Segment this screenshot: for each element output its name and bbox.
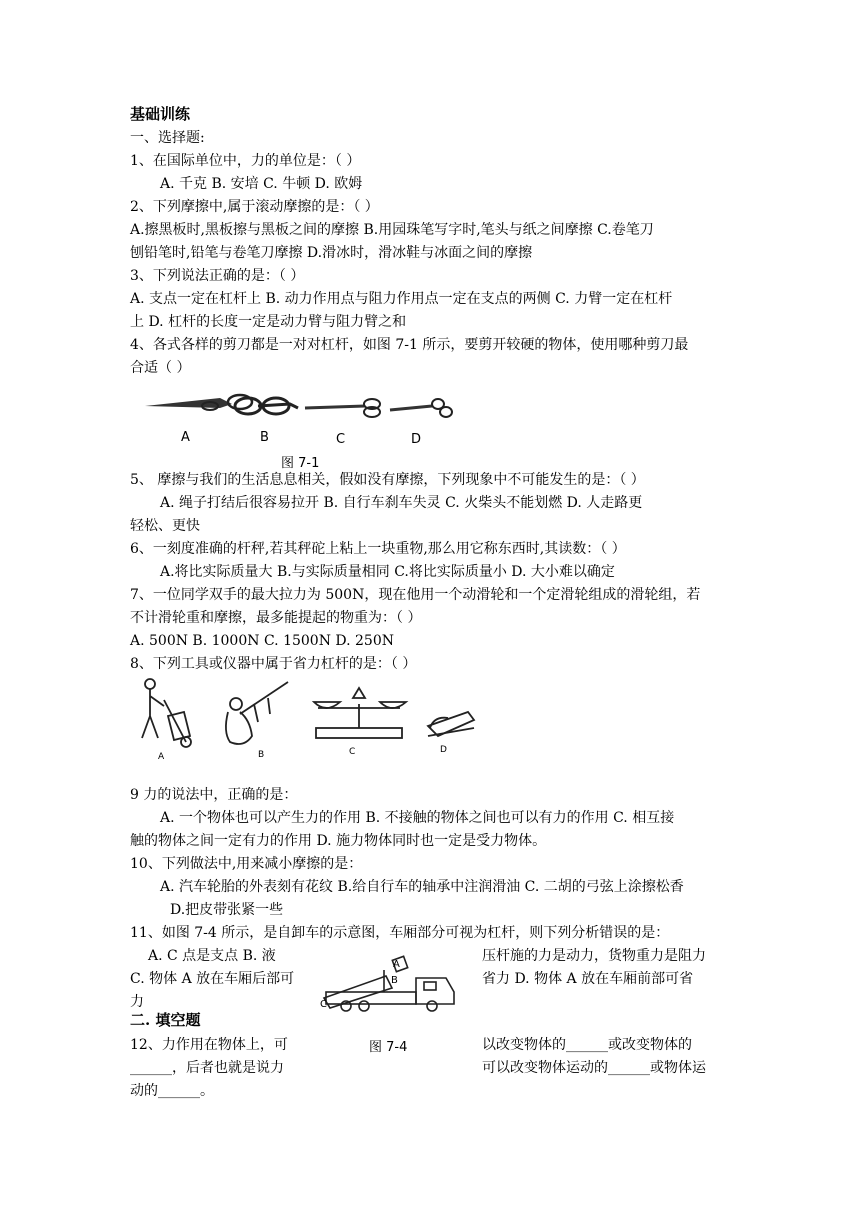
question-11-right-col xyxy=(482,946,706,989)
tool-label-a: A xyxy=(158,752,165,762)
tools-figure xyxy=(128,676,488,766)
question-5-line2: 轻松、更快 xyxy=(130,518,200,534)
question-7-options: A. 500N B. 1000N C. 1500N D. 250N xyxy=(130,633,394,649)
question-3: 3、下列说法正确的是：（ ） xyxy=(130,268,305,284)
question-5-line1: A. 绳子打结后很容易拉开 B. 自行车刹车失灵 C. 火柴头不能划燃 D. 人走路更 xyxy=(160,495,643,511)
hand-truck-icon xyxy=(142,679,191,747)
q11-left-3: 力 xyxy=(130,994,144,1010)
question-10-line2: D.把皮带张紧一些 xyxy=(170,902,284,918)
question-9-line2: 触的物体之间一定有力的作用 D. 施力物体同时也一定是受力物体。 xyxy=(130,833,547,849)
scissors-c-icon xyxy=(305,399,380,417)
truck-label-b: B xyxy=(391,975,398,986)
scissors-d-icon xyxy=(390,399,452,417)
q12-left-1: 12、力作用在物体上，可 xyxy=(130,1037,288,1053)
question-6: 6、一刻度准确的杆秤,若其秤砣上粘上一块重物,那么用它称东西时,其读数：（ ） xyxy=(130,541,626,557)
scissors-label-a: A xyxy=(181,430,190,445)
balance-scale-icon xyxy=(314,688,406,738)
question-5: 5、 摩擦与我们的生活息息相关，假如没有摩擦，下列现象中不可能发生的是：（ ） xyxy=(130,472,645,488)
question-12-left-col xyxy=(130,1035,305,1101)
question-3-line1: A. 支点一定在杠杆上 B. 动力作用点与阻力作用点一定在支点的两侧 C. 力臂一定在杠杆 xyxy=(130,291,673,307)
pedal-icon xyxy=(428,712,474,736)
q11-right-1: 压杆施的力是动力，货物重力是阻力 xyxy=(482,948,706,964)
question-2-line2: 刨铅笔时,铅笔与卷笔刀摩擦 D.滑冰时，滑冰鞋与冰面之间的摩擦 xyxy=(130,245,533,261)
question-8: 8、下列工具或仪器中属于省力杠杆的是：（ ） xyxy=(130,656,417,672)
question-2: 2、下列摩擦中,属于滚动摩擦的是：（ ） xyxy=(130,199,379,215)
q12-left-2: ______，后者也就是说力 xyxy=(130,1060,284,1076)
q12-right-1: 以改变物体的______或改变物体的 xyxy=(482,1037,692,1053)
tool-label-c: C xyxy=(349,747,356,757)
section-heading: 基础训练 xyxy=(130,105,191,123)
question-7-line2: 不计滑轮重和摩擦，最多能提起的物重为：（ ） xyxy=(130,610,422,626)
section-choice-title: 一、选择题: xyxy=(130,130,205,146)
q12-right-2: 可以改变物体运动的______或物体运 xyxy=(482,1060,706,1076)
question-7-line1: 7、一位同学双手的最大拉力为 500N，现在他用一个动滑轮和一个定滑轮组成的滑轮组，若 xyxy=(130,587,701,603)
truck-label-c: C xyxy=(320,999,327,1010)
question-10: 10、下列做法中,用来减小摩擦的是： xyxy=(130,856,363,872)
tool-label-b: B xyxy=(258,750,265,760)
person-lifting-icon xyxy=(226,682,288,744)
q11-right-2: 省力 D. 物体 A 放在车厢前部可省 xyxy=(482,971,694,987)
question-9: 9 力的说法中，正确的是： xyxy=(130,787,298,803)
question-1-options: A. 千克 B. 安培 C. 牛顿 D. 欧姆 xyxy=(160,176,363,192)
q11-left-2: C. 物体 A 放在车厢后部可 xyxy=(130,971,295,987)
question-9-line1: A. 一个物体也可以产生力的作用 B. 不接触的物体之间也可以有力的作用 C. 相互接 xyxy=(160,810,675,826)
truck-label-a: A xyxy=(393,959,400,970)
section-fill-title: 二. 填空题 xyxy=(130,1011,201,1029)
question-2-line1: A.擦黑板时,黑板擦与黑板之间的摩擦 B.用园珠笔写字时,笔头与纸之间摩擦 C.卷笔刀 xyxy=(130,222,654,238)
question-10-line1: A. 汽车轮胎的外表刻有花纹 B.给自行车的轴承中注润滑油 C. 二胡的弓弦上涂擦松香 xyxy=(160,879,684,895)
scissors-label-c: C xyxy=(336,432,346,447)
question-11: 11、如图 7-4 所示，是自卸车的示意图，车厢部分可视为杠杆，则下列分析错误的是： xyxy=(130,925,670,941)
figure-7-4-caption: 图 7-4 xyxy=(369,1040,408,1055)
scissors-b-icon xyxy=(235,398,298,414)
question-6-options: A.将比实际质量大 B.与实际质量相同 C.将比实际质量小 D. 大小难以确定 xyxy=(160,564,615,580)
question-4-line1: 4、各式各样的剪刀都是一对对杠杆，如图 7-1 所示，要剪开较硬的物体，使用哪种剪刀最 xyxy=(130,337,689,353)
question-12-right-col xyxy=(482,1035,706,1078)
tool-label-d: D xyxy=(440,745,447,755)
question-1: 1、在国际单位中，力的单位是：（ ） xyxy=(130,153,361,169)
question-4-line2: 合适（ ） xyxy=(130,360,191,376)
q11-left-1: A. C 点是支点 B. 液 xyxy=(148,948,276,964)
figure-7-1-caption: 图 7-1 xyxy=(281,456,320,471)
question-3-line2: 上 D. 杠杆的长度一定是动力臂与阻力臂之和 xyxy=(130,314,407,330)
question-11-left-col xyxy=(130,946,300,1012)
scissors-label-d: D xyxy=(411,432,422,447)
scissors-label-b: B xyxy=(260,430,269,445)
q12-left-3: 动的______。 xyxy=(130,1083,214,1099)
